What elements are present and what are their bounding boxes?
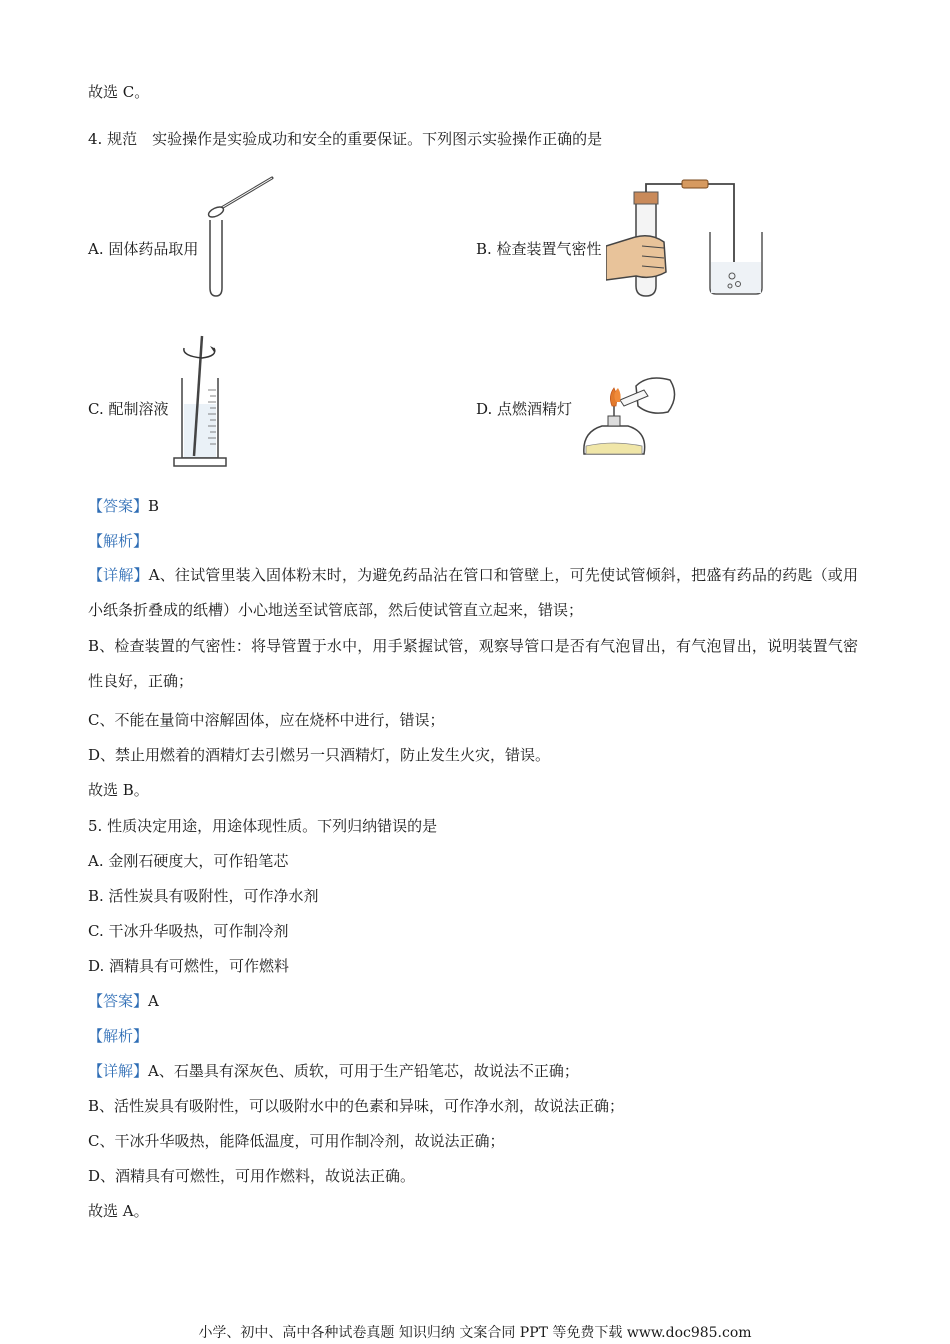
analysis-tag-5: 【解析】	[88, 1027, 149, 1045]
alcohol-lamp-figure	[578, 372, 688, 472]
option-a-label: A. 固体药品取用	[88, 240, 199, 258]
answer-tag: 【答案】	[88, 497, 149, 515]
question-5: 5. 性质决定用途，用途体现性质。下列归纳错误的是	[88, 817, 438, 835]
detail-4-c: C、不能在量筒中溶解固体，应在烧杯中进行，错误；	[88, 711, 445, 729]
answer-5	[88, 991, 159, 1011]
option-d-label: D. 点燃酒精灯	[476, 400, 573, 418]
detail-5-b: B、活性炭具有吸附性，可以吸附水中的色素和异味，可作净水剂，故说法正确；	[88, 1097, 625, 1115]
detail-tag: 【详解】	[88, 1062, 149, 1080]
choose-c-line: 故选 C。	[88, 83, 150, 101]
detail-4-a	[88, 558, 858, 628]
answer-value: A	[148, 992, 159, 1010]
detail-5-c: C、干冰升华吸热，能降低温度，可用作制冷剂，故说法正确；	[88, 1132, 505, 1150]
detail-5-d: D、酒精具有可燃性，可用作燃料，故说法正确。	[88, 1167, 416, 1185]
detail-tag: 【详解】	[88, 566, 149, 584]
detail-text: A、往试管里装入固体粉末时，为避免药品沾在管口和管壁上，可先使试管倾斜，把盛有药品的药匙（或用小纸条折叠成的纸槽）小心地送至试管底部，然后使试管直立起来，错误；	[88, 566, 858, 619]
question-5-option-b: B. 活性炭具有吸附性，可作净水剂	[88, 887, 319, 905]
analysis-tag-4: 【解析】	[88, 532, 149, 550]
option-b-label: B. 检查装置气密性	[476, 240, 602, 258]
detail-4-d: D、禁止用燃着的酒精灯去引燃另一只酒精灯，防止发生火灾，错误。	[88, 746, 551, 764]
question-5-option-c: C. 干冰升华吸热，可作制冷剂	[88, 922, 289, 940]
graduated-cylinder-figure	[170, 332, 230, 470]
detail-4-b: B、检查装置的气密性：将导管置于水中，用手紧握试管，观察导管口是否有气泡冒出，有气泡冒出，说明装置气密性良好，正确；	[88, 637, 858, 690]
detail-text: A、石墨具有深灰色、质软，可用于生产铅笔芯，故说法不正确；	[148, 1062, 579, 1080]
page-footer[interactable]: 小学、初中、高中各种试卷真题 知识归纳 文案合同 PPT 等免费下载 www.doc985.com	[198, 1325, 752, 1341]
question-4: 4. 规范 实验操作是实验成功和安全的重要保证。下列图示实验操作正确的是	[88, 130, 603, 148]
choose-a-line: 故选 A。	[88, 1202, 149, 1220]
question-5-option-a: A. 金刚石硬度大，可作铅笔芯	[88, 852, 289, 870]
spoon-test-tube-figure	[200, 172, 280, 300]
choose-b-line: 故选 B。	[88, 781, 149, 799]
question-5-option-d: D. 酒精具有可燃性，可作燃料	[88, 957, 290, 975]
answer-value: B	[148, 497, 160, 515]
answer-tag: 【答案】	[88, 992, 149, 1010]
detail-5-a	[88, 1061, 579, 1081]
airtightness-check-figure	[606, 176, 786, 300]
option-c-label: C. 配制溶液	[88, 400, 169, 418]
answer-4	[88, 496, 159, 516]
